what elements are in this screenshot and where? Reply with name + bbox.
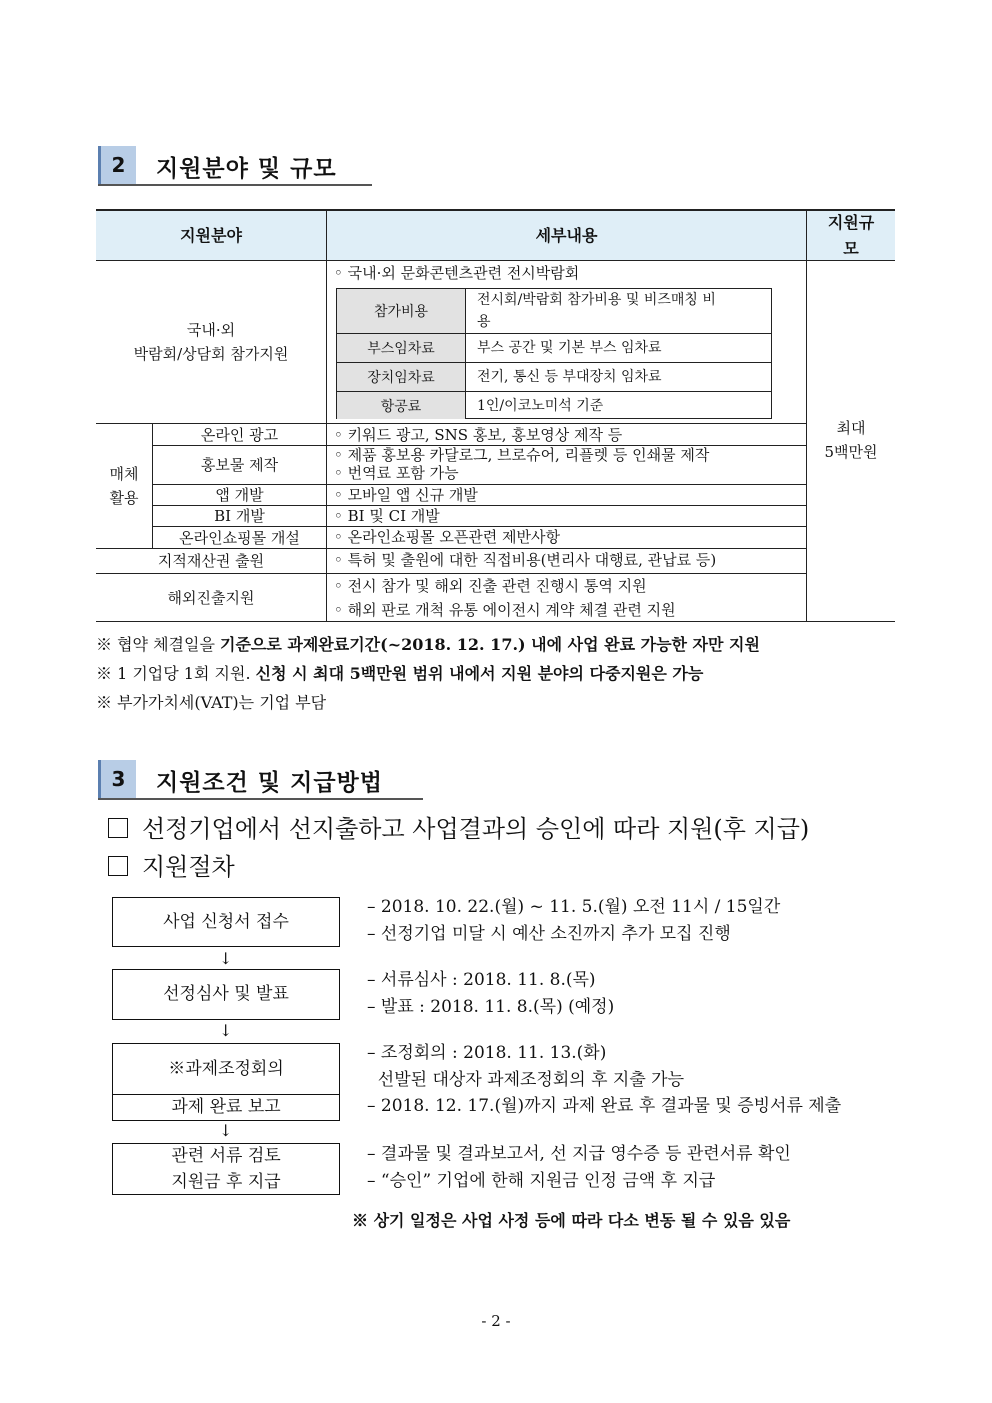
media-bi: BI 개발	[214, 507, 265, 525]
media-detail: ◦ 모바일 앱 신규 개발	[334, 486, 478, 504]
media-online-ad: 온라인 광고	[200, 425, 279, 444]
step-desc: 선발된 대상자 과제조정회의 후 지출 가능	[367, 1070, 685, 1090]
note-1: ※ 협약 체결일을 기준으로 과제완료기간(~2018. 12. 17.) 내에 사업 완료 가능한 자만 지원	[96, 635, 760, 654]
heading-underline	[98, 184, 372, 186]
note-3: ※ 부가가치세(VAT)는 기업 부담	[96, 693, 327, 712]
header-detail: 세부내용	[535, 225, 598, 245]
step-report: 과제 완료 보고	[112, 1094, 340, 1121]
field-expo: 국내·외 박람회/상담회 참가지원	[133, 321, 289, 363]
sub-value: 전기, 통신 등 부대장치 임차료	[477, 369, 662, 385]
step-desc: – 2018. 12. 17.(월)까지 과제 완료 후 결과물 및 증빙서류 제출	[367, 1096, 842, 1116]
condition-item: 선정기업에서 선지출하고 사업결과의 승인에 따라 지원(후 지급)	[108, 814, 809, 844]
step-review: 선정심사 및 발표	[112, 969, 340, 1020]
field-media: 매체 활용	[109, 465, 139, 507]
overseas-detail: ◦ 해외 판로 개척 유통 에이전시 계약 체결 관련 지원	[334, 601, 676, 619]
media-detail: ◦ 온라인쇼핑몰 오픈관련 제반사항	[334, 528, 561, 546]
section-3-heading	[98, 760, 423, 800]
media-detail: ◦ 번역료 포함 가능	[334, 464, 459, 482]
step-desc: – 조정회의 : 2018. 11. 13.(화)	[367, 1043, 607, 1063]
arrow-down-icon: ↓	[219, 1021, 233, 1040]
sub-label: 장치임차료	[337, 363, 465, 391]
media-shop: 온라인쇼핑몰 개설	[179, 528, 300, 547]
field-overseas: 해외진출지원	[167, 588, 255, 607]
media-detail: ◦ 제품 홍보용 카달로그, 브로슈어, 리플렛 등 인쇄물 제작	[334, 446, 710, 464]
arrow-down-icon: ↓	[219, 1121, 233, 1140]
step-desc: – “승인” 기업에 한해 지원금 인정 금액 후 지급	[367, 1171, 716, 1191]
step-desc: – 발표 : 2018. 11. 8.(목) (예정)	[367, 997, 615, 1017]
section-number: 3	[98, 760, 136, 798]
media-detail: ◦ BI 및 CI 개발	[334, 507, 440, 525]
scale-value: 최대 5백만원	[824, 419, 878, 461]
section-number: 2	[98, 146, 136, 184]
media-print: 홍보물 제작	[200, 456, 279, 474]
step-desc: – 결과물 및 결과보고서, 선 지급 영수증 등 관련서류 확인	[367, 1144, 791, 1164]
ip-detail: ◦ 특허 및 출원에 대한 직접비용(변리사 대행료, 관납료 등)	[334, 551, 717, 569]
note-2: ※ 1 기업당 1회 지원. 신청 시 최대 5백만원 범위 내에서 지원 분야의 다중지원은 가능	[96, 664, 704, 683]
sub-label: 부스임차료	[337, 334, 465, 362]
sub-label: 참가비용	[337, 289, 465, 333]
media-app: 앱 개발	[215, 486, 264, 504]
page-number: - 2 -	[481, 1312, 511, 1330]
section-title: 지원조건 및 지급방법	[156, 770, 383, 796]
sub-value: 부스 공간 및 기본 부스 임차료	[477, 340, 662, 356]
schedule-note: ※ 상기 일정은 사업 사정 등에 따라 다소 변동 될 수 있음 있음	[352, 1211, 791, 1230]
arrow-down-icon: ↓	[219, 949, 233, 968]
heading-underline	[98, 798, 423, 800]
step-desc: – 2018. 10. 22.(월) ~ 11. 5.(월) 오전 11시 / 15일간	[367, 897, 781, 917]
media-detail: ◦ 키워드 광고, SNS 홍보, 홍보영상 제작 등	[334, 426, 623, 444]
step-payment: 관련 서류 검토 지원금 후 지급	[112, 1143, 340, 1195]
support-table	[96, 209, 895, 622]
procedure-item: 지원절차	[108, 852, 235, 882]
section-title: 지원분야 및 규모	[156, 156, 337, 182]
step-application: 사업 신청서 접수	[112, 897, 340, 947]
step-desc: – 서류심사 : 2018. 11. 8.(목)	[367, 970, 596, 990]
sub-label: 항공료	[337, 392, 465, 419]
expo-cost-subtable	[336, 288, 772, 419]
expo-intro: ◦ 국내·외 문화콘텐츠관련 전시박람회	[334, 264, 580, 282]
section-2-heading	[98, 146, 372, 186]
sub-value: 전시회/박람회 참가비용 및 비즈매칭 비 용	[477, 292, 716, 330]
field-ip: 지적재산권 출원	[157, 552, 265, 570]
step-desc: – 선정기업 미달 시 예산 소진까지 추가 모집 진행	[367, 924, 731, 944]
header-scale: 지원규 모	[827, 212, 875, 258]
sub-value: 1인/이코노미석 기준	[477, 397, 604, 414]
header-field: 지원분야	[180, 225, 242, 245]
checkbox-icon	[108, 818, 128, 838]
overseas-detail: ◦ 전시 참가 및 해외 진출 관련 진행시 통역 지원	[334, 577, 647, 595]
checkbox-icon	[108, 856, 128, 876]
step-adjustment: ※과제조정회의	[112, 1043, 340, 1095]
